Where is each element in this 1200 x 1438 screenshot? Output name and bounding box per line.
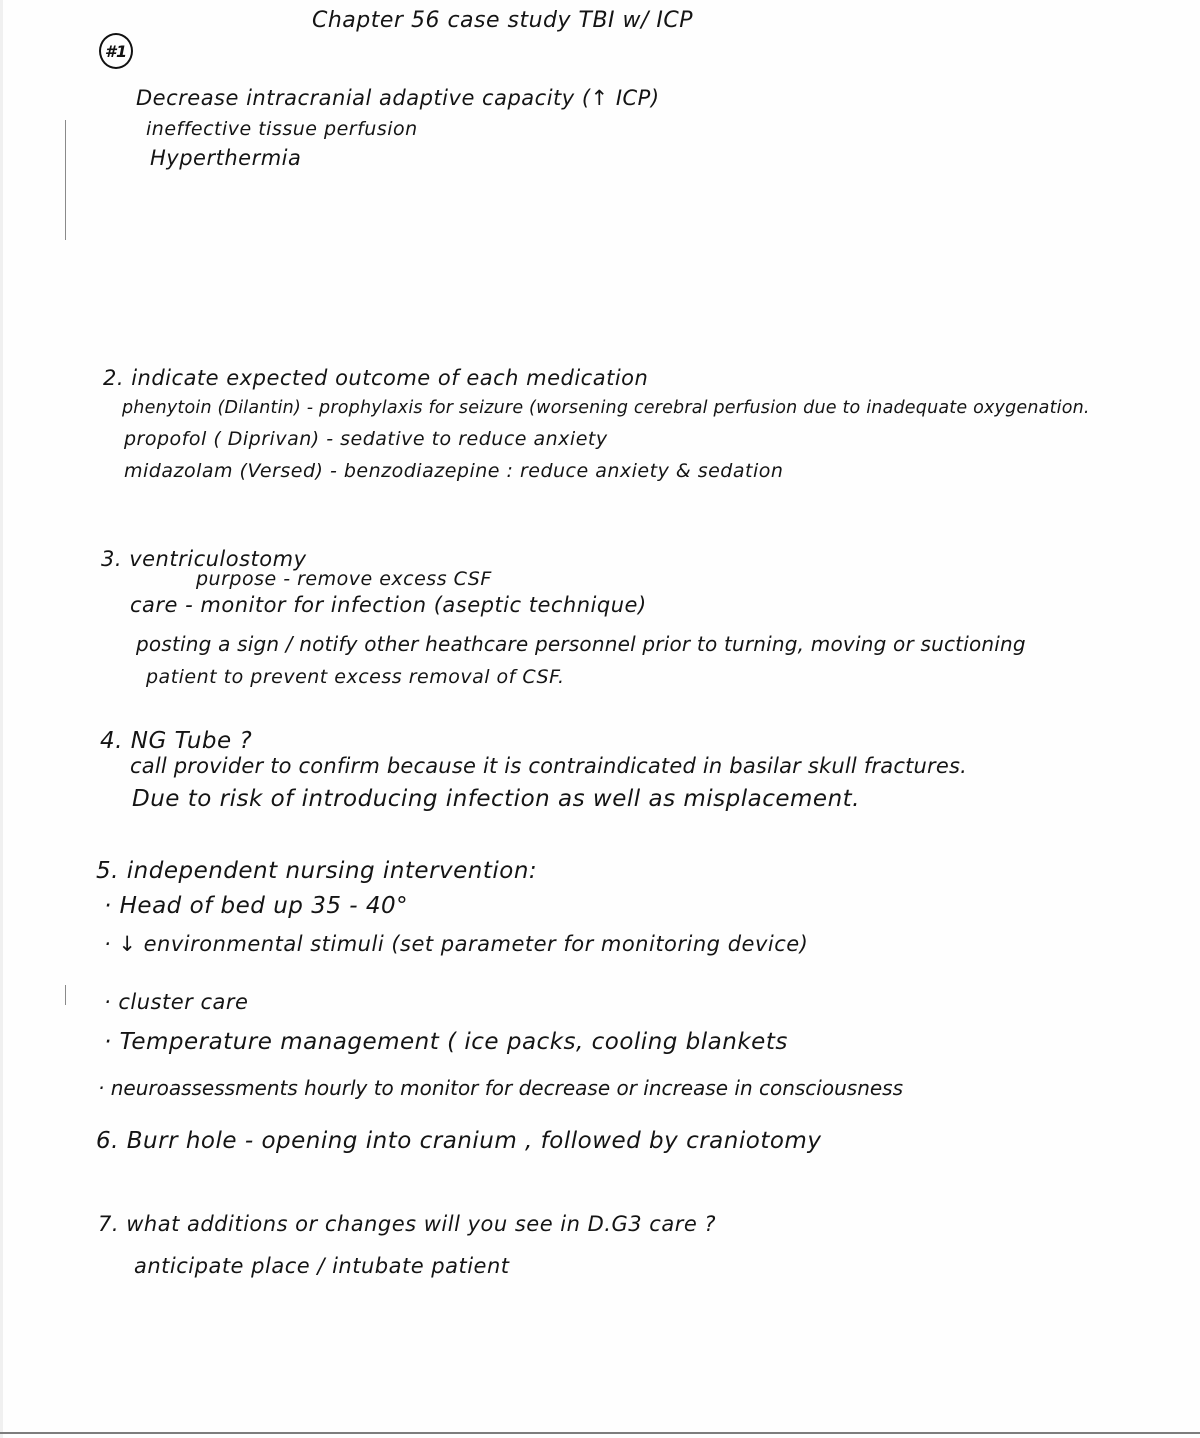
q2-line-3: midazolam (Versed) - benzodiazepine : reduce anxiety & sedation [124,460,784,482]
q7-heading: 7. what additions or changes will you see in D.G3 care ? [98,1212,717,1236]
q3-line-2: patient to prevent excess removal of CSF. [146,666,565,688]
margin-line [65,120,66,240]
q1-line-2: ineffective tissue perfusion [146,118,418,140]
q6-text: 6. Burr hole - opening into cranium , followed by craniotomy [96,1128,822,1154]
q3-purpose: purpose - remove excess CSF [196,568,492,590]
q3-line-1: posting a sign / notify other heathcare personnel prior to turning, moving or suctioning [136,632,1026,656]
q4-line-2: Due to risk of introducing infection as well as misplacement. [132,786,860,812]
q5-item: · Temperature management ( ice packs, cooling blankets [104,1029,788,1055]
scan-edge [0,0,3,1438]
q4-line-1: call provider to confirm because it is contraindicated in basilar skull fractures. [130,754,967,778]
scan-bottom-edge [0,1432,1200,1434]
q5-item: · cluster care [104,990,249,1014]
q5-heading: 5. independent nursing intervention: [96,858,538,884]
margin-line [65,985,66,1005]
q5-item: · ↓ environmental stimuli (set parameter for monitoring device) [104,932,809,956]
q5-item: · neuroassessments hourly to monitor for decrease or increase in consciousness [98,1076,904,1100]
q1-line-1: Decrease intracranial adaptive capacity (↑ ICP) [136,86,660,110]
q7-answer: anticipate place / intubate patient [134,1254,510,1278]
page-title: Chapter 56 case study TBI w/ ICP [312,8,694,33]
question-number-circle: #1 [99,33,133,69]
q2-line-1: phenytoin (Dilantin) - prophylaxis for seizure (worsening cerebral perfusion due to inadequate oxygenation. [122,398,1090,418]
q2-heading: 2. indicate expected outcome of each medication [103,366,649,390]
q4-heading: 4. NG Tube ? [100,728,253,754]
q2-line-2: propofol ( Diprivan) - sedative to reduce anxiety [124,428,608,450]
q3-heading: 3. ventriculostomy [101,547,307,571]
q3-care: care - monitor for infection (aseptic technique) [130,593,647,617]
q1-line-3: Hyperthermia [150,146,302,170]
q5-item: · Head of bed up 35 - 40° [104,893,409,919]
